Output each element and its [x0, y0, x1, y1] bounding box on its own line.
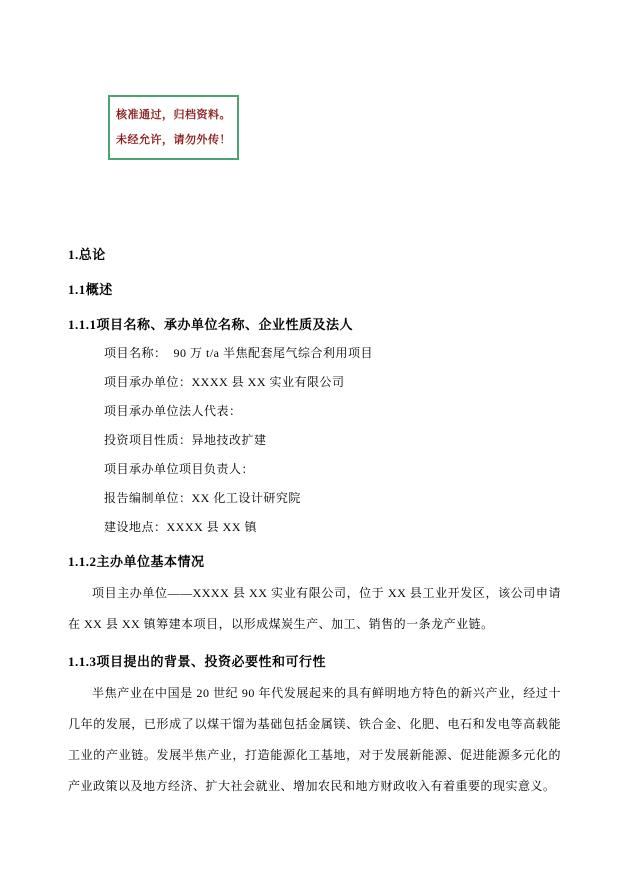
- field-investment-nature: 投资项目性质：异地技改扩建: [104, 433, 267, 447]
- field-construction-site: 建设地点：XXXX 县 XX 镇: [104, 520, 257, 534]
- heading-section-1: 1.总论: [68, 247, 106, 262]
- field-legal-representative: 项目承办单位法人代表：: [104, 404, 242, 418]
- field-report-compiler: 报告编制单位：XX 化工设计研究院: [104, 491, 301, 505]
- paragraph-background: 半焦产业在中国是 20 世纪 90 年代发展起来的具有鲜明地方特色的新兴产业，经过十几年的发展，已形成了以煤干馏为基础包括金属镁、铁合金、化肥、电石和发电等高载能工业的产业链。发展半焦产业，打造能源化工基地，对于发展新能源、促进能源多元化的产业政策以及地方经济、扩大社会就业、增加农民和地方财政收入有着重要的现实意义。: [68, 686, 561, 793]
- heading-section-1-1-2: 1.1.2主办单位基本情况: [68, 554, 205, 569]
- field-project-name: 项目名称： 90 万 t/a 半焦配套尾气综合利用项目: [104, 346, 373, 360]
- document-content: [68, 248, 561, 802]
- project-fields: [68, 347, 561, 534]
- stamp-line-2: 未经允许，请勿外传！: [116, 133, 231, 146]
- stamp-line-1: 核准通过，归档资料。: [116, 109, 231, 122]
- field-undertaking-unit: 项目承办单位：XXXX 县 XX 实业有限公司: [104, 375, 345, 389]
- heading-section-1-1: 1.1概述: [68, 282, 113, 297]
- heading-section-1-1-3: 1.1.3项目提出的背景、投资必要性和可行性: [68, 654, 327, 669]
- paragraph-organizer-info: 项目主办单位——XXXX 县 XX 实业有限公司，位于 XX 县工业开发区，该公司申请在 XX 县 XX 镇筹建本项目，以形成煤炭生产、加工、销售的一条龙产业链。: [68, 586, 561, 631]
- field-project-leader: 项目承办单位项目负责人：: [104, 462, 255, 476]
- heading-section-1-1-1: 1.1.1项目名称、承办单位名称、企业性质及法人: [68, 317, 354, 332]
- approval-stamp: [108, 95, 239, 160]
